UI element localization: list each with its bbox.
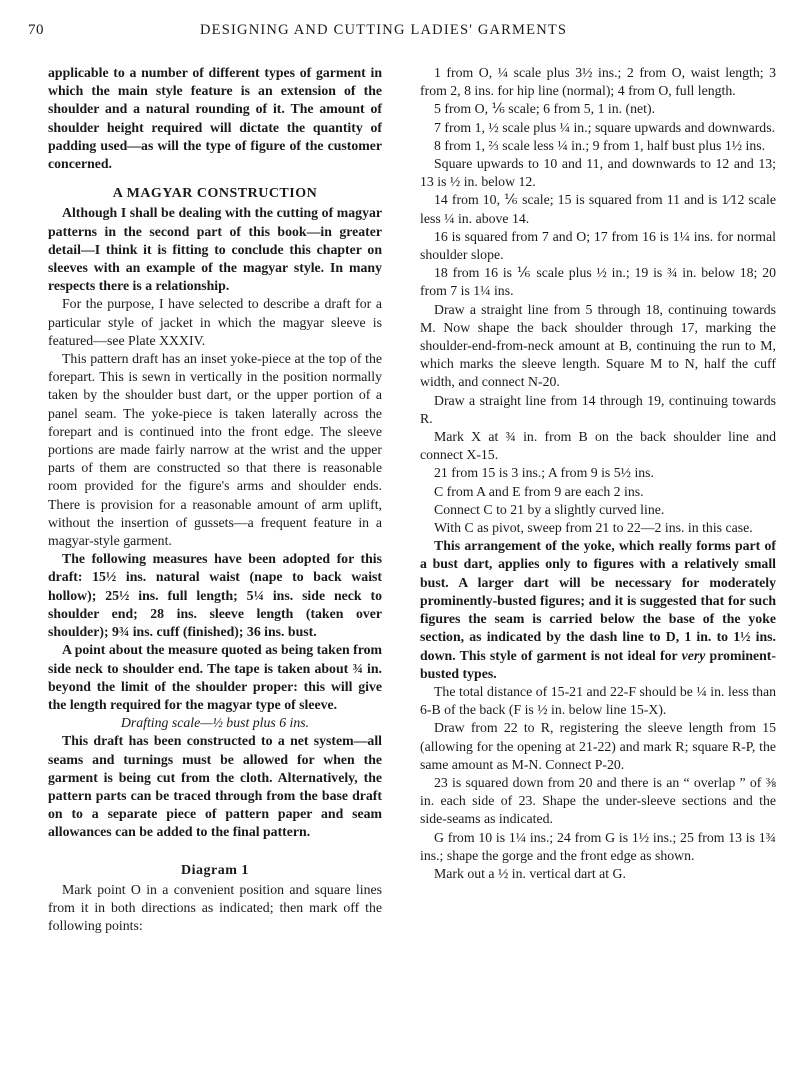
paragraph: With C as pivot, sweep from 21 to 22—2 ins. in this case. bbox=[434, 520, 753, 536]
paragraph: Connect C to 21 by a slightly curved line. bbox=[434, 501, 665, 517]
paragraph: 18 from 16 is ⅙ scale plus ½ in.; 19 is ¾ in. below 18; 20 from 7 is 1¼ ins. bbox=[420, 265, 776, 299]
paragraph: 7 from 1, ½ scale plus ¼ in.; square upwards and downwards. bbox=[434, 119, 776, 135]
paragraph: 1 from O, ¼ scale plus 3½ ins.; 2 from O, waist length; 3 from 2, 8 ins. for hip line (normal); 4 from O, full length. bbox=[420, 65, 776, 99]
yoke-note-text-end: prominent-busted types. bbox=[420, 647, 776, 681]
paragraph: Draw a straight line from 5 through 18, continuing towards M. Now shape the back shoulder through 17, marking the shoulder-end-from-neck amount at B, continuing the run to M, which marks the sleeve length. Square M to N, half the cuff width, and connect N-20. bbox=[420, 301, 776, 390]
paragraph: This draft has been constructed to a net system—all seams and turnings must be allowed for when the garment is being cut from the cloth. Alternatively, the pattern parts can be traced through from the base draft on to a separate piece of pattern paper and seam allowances can be added to the final pattern. bbox=[48, 733, 382, 840]
paragraph: The following measures have been adopted for this draft: 15½ ins. natural waist (nape to back waist hollow); 25½ ins. full length; 5¼ ins. side neck to shoulder end; 28 ins. sleeve length (taken over shoulder); 9¾ ins. cuff (finished); 36 ins. bust. bbox=[48, 551, 382, 640]
running-head: DESIGNING AND CUTTING LADIES' GARMENTS bbox=[200, 22, 568, 38]
paragraph: Mark X at ¾ in. from B on the back shoulder line and connect X-15. bbox=[420, 429, 776, 463]
paragraph: For the purpose, I have selected to describe a draft for a particular style of jacket in which the magyar sleeve is featured—see Plate XXXIV. bbox=[48, 296, 382, 348]
yoke-note-emphasis: very bbox=[681, 647, 706, 663]
section-heading: A MAGYAR CONSTRUCTION bbox=[112, 186, 318, 202]
drafting-scale: Drafting scale—½ bust plus 6 ins. bbox=[120, 715, 310, 731]
paragraph: 8 from 1, ⅔ scale less ¼ in.; 9 from 1, half bust plus 1½ ins. bbox=[434, 137, 766, 153]
paragraph: The total distance of 15-21 and 22-F should be ¼ in. less than 6-B of the back (F is ½ in. below line 15-X). bbox=[420, 683, 776, 718]
paragraph: A point about the measure quoted as being taken from side neck to shoulder end. The tape is taken about ¾ in. beyond the limit of the shoulder proper: this will give the length required for the magyar type of sleeve. bbox=[48, 642, 382, 712]
paragraph: Square upwards to 10 and 11, and downwards to 12 and 13; 13 is ½ in. below 12. bbox=[420, 156, 776, 190]
paragraph: This pattern draft has an inset yoke-piece at the top of the forepart. This is sewn in vertically in the position normally taken by the shoulder bust dart, or the upper portion of a panel seam. The yoke-piece is taken laterally across the forepart and is continued into the front edge. The sleeve portions are made fairly narrow at the wrist and the upper parts of them are constructed so that there is reasonable room provided for the figure's arms and shoulder ends. There is provision for a reasonable amount of arm uplift, without the insertion of gussets—a frequent feature in a magyar-style garment. bbox=[48, 351, 382, 549]
paragraph: 5 from O, ⅙ scale; 6 from 5, 1 in. (net). bbox=[434, 101, 656, 117]
paragraph: C from A and E from 9 are each 2 ins. bbox=[434, 483, 644, 499]
paragraph: 14 from 10, ⅙ scale; 15 is squared from 11 and is 1⁄12 scale less ¼ in. above 14. bbox=[420, 192, 776, 226]
yoke-note-paragraph bbox=[420, 537, 776, 683]
diagram-heading: Diagram 1 bbox=[181, 862, 249, 878]
paragraph: 21 from 15 is 3 ins.; A from 9 is 5½ ins. bbox=[434, 465, 654, 481]
paragraph: Draw from 22 to R, registering the sleeve length from 15 (allowing for the opening at 21-22) and mark R; square R-P, the same amount as M-N. Connect P-20. bbox=[420, 720, 776, 772]
paragraph: G from 10 is 1¼ ins.; 24 from G is 1½ ins.; 25 from 13 is 1¾ ins.; shape the gorge and the front edge as shown. bbox=[420, 829, 776, 863]
page-number: 70 bbox=[28, 22, 44, 38]
yoke-note-text: This arrangement of the yoke, which really forms part of a bust dart, applies only to figures with a relatively small bust. A larger dart will be necessary for moderately prominently-busted figures; and it is suggested that for such figures the seam is carried below the base of the yoke section, as indicated by the dash line to D, 1 in. to 1½ ins. down. This style of garment is not ideal for bbox=[420, 538, 776, 663]
intro-paragraph: applicable to a number of different types of garment in which the main style feature is an extension of the shoulder and a natural rounding of it. The amount of shoulder height required will dictate the quantity of padding used—as will the type of figure of the customer concerned. bbox=[48, 65, 382, 172]
paragraph: Mark point O in a convenient position and square lines from it in both directions as indicated; then mark off the following points: bbox=[48, 881, 382, 934]
paragraph: Draw a straight line from 14 through 19, continuing towards R. bbox=[420, 392, 776, 426]
paragraph: 23 is squared down from 20 and there is an “ overlap ” of ⅜ in. each side of 23. Shape the under-sleeve sections and the side-seams as indicated. bbox=[420, 774, 776, 827]
right-column bbox=[420, 64, 776, 883]
paragraph: Mark out a ½ in. vertical dart at G. bbox=[434, 865, 626, 881]
left-column bbox=[48, 64, 382, 935]
paragraph: 16 is squared from 7 and O; 17 from 16 is 1¼ ins. for normal shoulder slope. bbox=[420, 228, 776, 263]
paragraph: Although I shall be dealing with the cutting of magyar patterns in the second part of this book—in greater detail—I think it is fitting to conclude this chapter on sleeves with an example of the magyar style. In many respects there is a relationship. bbox=[48, 205, 382, 294]
